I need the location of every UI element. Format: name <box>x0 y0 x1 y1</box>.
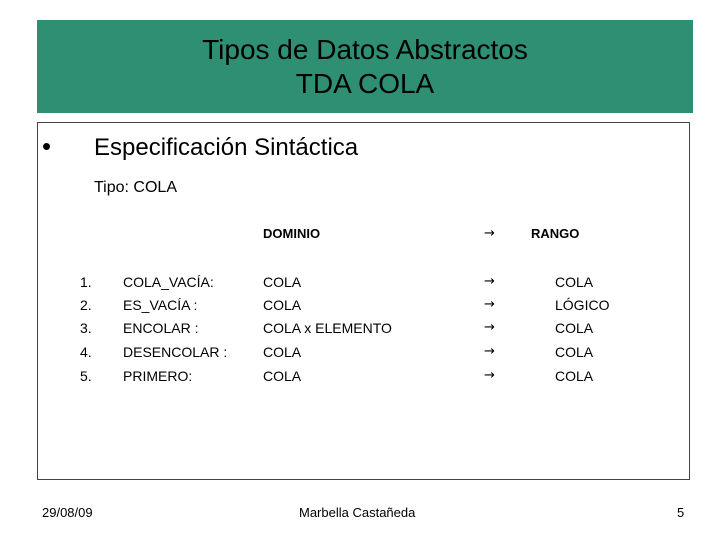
row-number: 3. <box>80 320 92 336</box>
row-operation: COLA_VACÍA: <box>123 274 214 290</box>
slide-title-banner <box>37 20 693 113</box>
type-label: Tipo: COLA <box>94 179 177 196</box>
footer-page-number: 5 <box>677 505 685 520</box>
row-range: COLA <box>555 368 594 384</box>
slide-title: Tipos de Datos Abstractos <box>202 34 528 65</box>
row-arrow-icon: → <box>484 320 495 335</box>
row-arrow-icon: → <box>484 297 495 312</box>
row-range: COLA <box>555 274 594 290</box>
row-range: COLA <box>555 320 594 336</box>
row-domain: COLA <box>263 344 302 360</box>
row-domain: COLA <box>263 274 302 290</box>
row-number: 2. <box>80 297 92 313</box>
row-operation: ES_VACÍA : <box>123 297 198 313</box>
header-range: RANGO <box>531 226 580 241</box>
row-number: 1. <box>80 274 92 290</box>
footer-author: Marbella Castañeda <box>299 505 416 520</box>
slide-subtitle: TDA COLA <box>295 68 435 99</box>
row-number: 5. <box>80 368 92 384</box>
row-range: LÓGICO <box>555 297 610 313</box>
row-operation: DESENCOLAR : <box>123 344 228 360</box>
row-domain: COLA <box>263 297 302 313</box>
row-domain: COLA <box>263 368 302 384</box>
row-arrow-icon: → <box>484 344 495 359</box>
header-arrow-icon: → <box>484 226 495 241</box>
row-range: COLA <box>555 344 594 360</box>
row-number: 4. <box>80 344 92 360</box>
row-domain: COLA x ELEMENTO <box>263 320 392 336</box>
row-operation: ENCOLAR : <box>123 320 199 336</box>
bullet-icon: • <box>42 131 52 161</box>
row-operation: PRIMERO: <box>123 368 193 384</box>
header-domain: DOMINIO <box>263 226 321 241</box>
section-heading: Especificación Sintáctica <box>94 134 359 161</box>
footer-date: 29/08/09 <box>42 505 93 520</box>
row-arrow-icon: → <box>484 274 495 289</box>
row-arrow-icon: → <box>484 368 495 383</box>
